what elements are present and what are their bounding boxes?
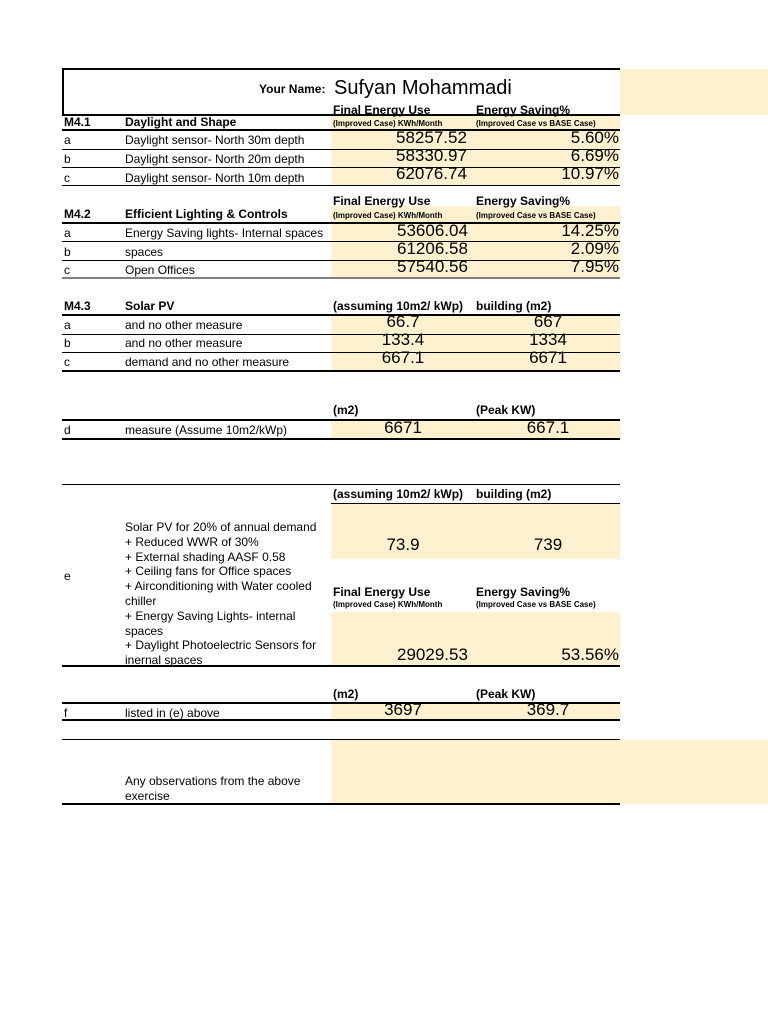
e-header-rule	[331, 503, 620, 504]
m41-saving-header: Energy Saving%	[476, 103, 571, 117]
m43-row-c-v1[interactable]: 667.1	[381, 348, 425, 367]
m42-saving-subheader: (Improved Case vs BASE Case)	[476, 211, 596, 220]
m41-final-use-header-clip	[333, 103, 473, 118]
f-rule-bottom	[62, 719, 620, 721]
f-v1[interactable]: 3697	[384, 700, 422, 719]
m41-final-use-header: Final Energy Use	[333, 103, 431, 117]
e-measure: Solar PV for 20% of annual demand	[125, 520, 317, 534]
f-v2[interactable]: 369.7	[526, 700, 570, 719]
d-label: measure (Assume 10m2/kWp)	[125, 423, 288, 437]
m41-row-a-use[interactable]: 58257.52	[396, 128, 467, 147]
m42-row-c-id: c	[64, 263, 70, 277]
m43-row-b-v1[interactable]: 133.4	[381, 330, 425, 349]
m41-row-c-id: c	[64, 171, 70, 185]
m42-row-b-id: b	[64, 245, 71, 259]
m41-code: M4.1	[64, 115, 91, 129]
e-measure: spaces	[125, 623, 164, 638]
m42-row-a-label: Energy Saving lights- Internal spaces	[125, 226, 324, 240]
e-saving-subheader: (Improved Case vs BASE Case)	[476, 600, 596, 609]
m42-row-c-saving[interactable]: 7.95%	[570, 257, 619, 276]
m41-row-a-saving[interactable]: 5.60%	[570, 128, 619, 147]
m42-title: Efficient Lighting & Controls	[125, 207, 288, 221]
e-id: e	[64, 569, 71, 583]
observations-rule-bottom	[62, 803, 620, 805]
observations-label-2: exercise	[125, 789, 170, 803]
e-measure: + Reduced WWR of 30%	[125, 534, 259, 549]
m43-row-a-v1[interactable]: 66.7	[386, 312, 420, 331]
m43-code: M4.3	[64, 299, 91, 313]
m41-saving-header-clip	[476, 103, 616, 118]
observations-rule-top	[62, 739, 620, 740]
m43-row-b-v2[interactable]: 1334	[529, 330, 567, 349]
name-value[interactable]: Sufyan Mohammadi	[334, 77, 512, 99]
f-col2-header: (Peak KW)	[476, 687, 536, 701]
name-label: Your Name:	[259, 82, 326, 96]
m41-row-c-label: Daylight sensor- North 10m depth	[125, 171, 305, 185]
m42-code: M4.2	[64, 207, 91, 221]
m41-row-c-use[interactable]: 62076.74	[396, 164, 467, 183]
e-saving-header: Energy Saving%	[476, 585, 571, 599]
f-id: f	[64, 706, 68, 720]
m41-saving-subheader: (Improved Case vs BASE Case)	[476, 119, 596, 128]
m42-row-c-label: Open Offices	[125, 263, 195, 277]
m43-col1-header: (assuming 10m2/ kWp)	[333, 299, 464, 313]
d-rule-bottom	[62, 438, 620, 440]
m43-title: Solar PV	[125, 299, 175, 313]
m43-rule-c	[62, 370, 620, 372]
d-col2-header: (Peak KW)	[476, 403, 536, 417]
m42-row-a-id: a	[64, 226, 71, 240]
f-col1-header: (m2)	[333, 687, 359, 701]
m42-final-use-header-clip	[333, 194, 473, 209]
observations-highlight	[331, 740, 768, 804]
m41-row-a-label: Daylight sensor- North 30m depth	[125, 133, 305, 147]
m42-final-use-header: Final Energy Use	[333, 194, 431, 208]
d-col1-header: (m2)	[333, 403, 359, 417]
e-measure: + Ceiling fans for Office spaces	[125, 564, 292, 579]
e-col1-header: (assuming 10m2/ kWp)	[333, 487, 464, 501]
f-label: listed in (e) above	[125, 706, 220, 720]
e-measure: + External shading AASF 0.58	[125, 549, 286, 564]
e-pv-v2[interactable]: 739	[533, 535, 563, 554]
e-final-use-header: Final Energy Use	[333, 585, 431, 599]
m43-row-a-v2[interactable]: 667	[533, 312, 563, 331]
m41-title: Daylight and Shape	[125, 115, 237, 129]
m43-row-c-id: c	[64, 355, 70, 369]
m42-row-a-use[interactable]: 53606.04	[397, 221, 468, 240]
e-measure: chiller	[125, 593, 157, 608]
m41-row-b-label: Daylight sensor- North 20m depth	[125, 152, 305, 166]
observations-label-1: Any observations from the above	[125, 774, 301, 788]
m42-row-b-label: spaces	[125, 245, 164, 259]
e-measures-list	[125, 520, 316, 668]
m41-rule-c	[62, 185, 620, 186]
m43-row-b-label: and no other measure	[125, 336, 243, 350]
e-final-use-subheader: (Improved Case) KWh/Month	[333, 600, 443, 609]
m42-row-a-saving[interactable]: 14.25%	[561, 221, 619, 240]
m42-row-c-use[interactable]: 57540.56	[397, 257, 468, 276]
e-measure: + Daylight Photoelectric Sensors for	[125, 638, 317, 653]
m41-row-b-use[interactable]: 58330.97	[396, 146, 467, 165]
m43-row-c-label: demand and no other measure	[125, 355, 290, 369]
m43-row-b-id: b	[64, 336, 71, 350]
m43-col2-header: building (m2)	[476, 299, 552, 313]
m43-row-a-label: and no other measure	[125, 318, 243, 332]
e-measure: + Airconditioning with Water cooled	[125, 579, 312, 594]
m43-row-c-v2[interactable]: 6671	[529, 348, 567, 367]
d-v1[interactable]: 6671	[384, 418, 422, 437]
e-measure: + Energy Saving Lights- internal	[125, 608, 296, 623]
m42-final-use-subheader: (Improved Case) KWh/Month	[333, 211, 443, 220]
m41-row-a-id: a	[64, 133, 71, 147]
m43-row-a-id: a	[64, 318, 71, 332]
m42-saving-header-clip	[476, 194, 616, 209]
m41-final-use-subheader: (Improved Case) KWh/Month	[333, 119, 443, 128]
m42-row-b-use[interactable]: 61206.58	[397, 239, 468, 258]
m41-row-b-saving[interactable]: 6.69%	[570, 146, 619, 165]
m42-row-b-saving[interactable]: 2.09%	[570, 239, 619, 258]
m42-rule-c	[62, 277, 620, 279]
e-col2-header: building (m2)	[476, 487, 552, 501]
e-rule-top	[62, 484, 620, 485]
e-pv-v1[interactable]: 73.9	[386, 535, 420, 554]
name-highlight	[620, 69, 768, 115]
e-saving[interactable]: 53.56%	[561, 645, 619, 664]
m42-saving-header: Energy Saving%	[476, 194, 571, 208]
d-id: d	[64, 423, 71, 437]
d-v2[interactable]: 667.1	[526, 418, 570, 437]
e-final-use[interactable]: 29029.53	[397, 645, 468, 664]
e-measure: inernal spaces	[125, 653, 203, 668]
e-rule-bottom	[62, 665, 620, 667]
m41-row-c-saving[interactable]: 10.97%	[561, 164, 619, 183]
m41-row-b-id: b	[64, 152, 71, 166]
